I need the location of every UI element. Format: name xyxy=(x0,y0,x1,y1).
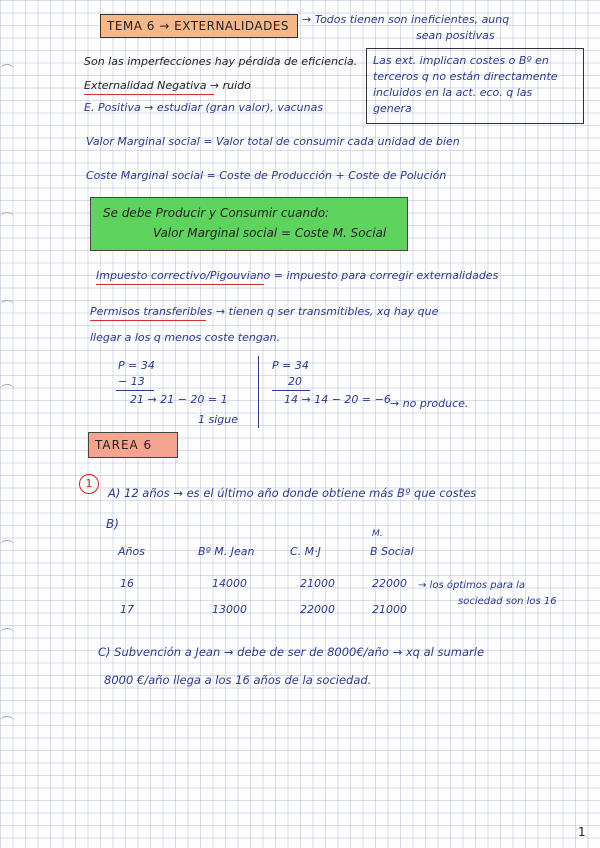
answer-c: C) Subvención a Jean → debe de ser de 8000€/año → xq al sumarle xyxy=(98,645,485,659)
margin-mark xyxy=(0,212,14,223)
calc-line: 1 sigue xyxy=(198,413,239,426)
tarea-box xyxy=(88,432,178,458)
table-cell: 22000 xyxy=(372,577,407,590)
table-cell: 22000 xyxy=(300,603,335,616)
margin-mark xyxy=(0,540,14,551)
calc-line: P = 34 xyxy=(118,359,155,372)
margin-mark xyxy=(0,300,14,311)
text-line: Permisos transferibles → tienen q ser transmitibles, xq hay que xyxy=(90,305,439,318)
title-note: sean positivas xyxy=(416,29,495,42)
calc-line: 14 → 14 − 20 = −6 xyxy=(284,393,391,406)
calc-line: → no produce. xyxy=(390,397,469,410)
answer-c: 8000 €/año llega a los 16 años de la sociedad. xyxy=(104,673,372,687)
table-header: Bº M. Jean xyxy=(198,545,255,558)
table-cell: 13000 xyxy=(212,603,247,616)
text-line: E. Positiva → estudiar (gran valor), vacunas xyxy=(84,101,324,114)
rule-line: Se debe Producir y Consumir cuando: xyxy=(103,206,330,220)
answer-a: A) 12 años → es el último año donde obtiene más Bº que costes xyxy=(108,486,477,500)
margin-mark xyxy=(0,384,14,395)
text-line: Valor Marginal social = Valor total de consumir cada unidad de bien xyxy=(86,135,460,148)
tarea-title: TAREA 6 xyxy=(95,438,153,452)
table-cell: 14000 xyxy=(212,577,247,590)
table-cell: 21000 xyxy=(300,577,335,590)
margin-mark xyxy=(0,716,14,727)
text-line: Coste Marginal social = Coste de Producción + Coste de Polución xyxy=(86,169,447,182)
table-cell: 21000 xyxy=(372,603,407,616)
underline xyxy=(96,284,264,285)
answer-b-label: B) xyxy=(106,517,119,531)
calc-line: 21 → 21 − 20 = 1 xyxy=(130,393,228,406)
table-header: Años xyxy=(118,545,145,558)
note-line: Las ext. implican costes o Bº en xyxy=(373,54,549,67)
table-header: C. M·J xyxy=(290,545,321,558)
note-line: genera xyxy=(373,102,412,115)
item-number-badge: 1 xyxy=(79,474,99,494)
text-line: llegar a los q menos coste tengan. xyxy=(90,331,281,344)
table-cell: 17 xyxy=(120,603,134,616)
text-line: Externalidad Negativa → ruido xyxy=(84,79,251,92)
divider-line xyxy=(258,356,259,428)
page-title: TEMA 6 → EXTERNALIDADES xyxy=(107,19,290,33)
underline xyxy=(90,320,206,321)
table-header-mark: M. xyxy=(372,529,383,539)
title-box xyxy=(100,14,298,38)
highlight-box xyxy=(90,197,408,251)
table-cell: 16 xyxy=(120,577,134,590)
note-box xyxy=(366,48,584,124)
note-line: incluidos en la act. eco. q las xyxy=(373,86,533,99)
table-header: B Social xyxy=(370,545,414,558)
table-note: → los óptimos para la xyxy=(418,580,526,591)
calc-line: P = 34 xyxy=(272,359,309,372)
margin-mark xyxy=(0,628,14,639)
calc-rule xyxy=(272,390,310,391)
calc-line: 20 xyxy=(288,375,302,388)
table-note: sociedad son los 16 xyxy=(458,596,557,607)
calc-line: − 13 xyxy=(118,375,145,388)
page-number: 1 xyxy=(578,825,586,839)
text-line: Impuesto correctivo/Pigouviano = impuesto para corregir externalidades xyxy=(96,269,499,282)
calc-rule xyxy=(116,390,154,391)
text-line: Son las imperfecciones hay pérdida de eficiencia. xyxy=(84,55,358,68)
margin-mark xyxy=(0,64,14,75)
rule-line: Valor Marginal social = Coste M. Social xyxy=(153,226,387,240)
title-note: → Todos tienen son ineficientes, aunq xyxy=(302,13,510,26)
note-line: terceros q no están directamente xyxy=(373,70,558,83)
underline xyxy=(84,94,214,95)
